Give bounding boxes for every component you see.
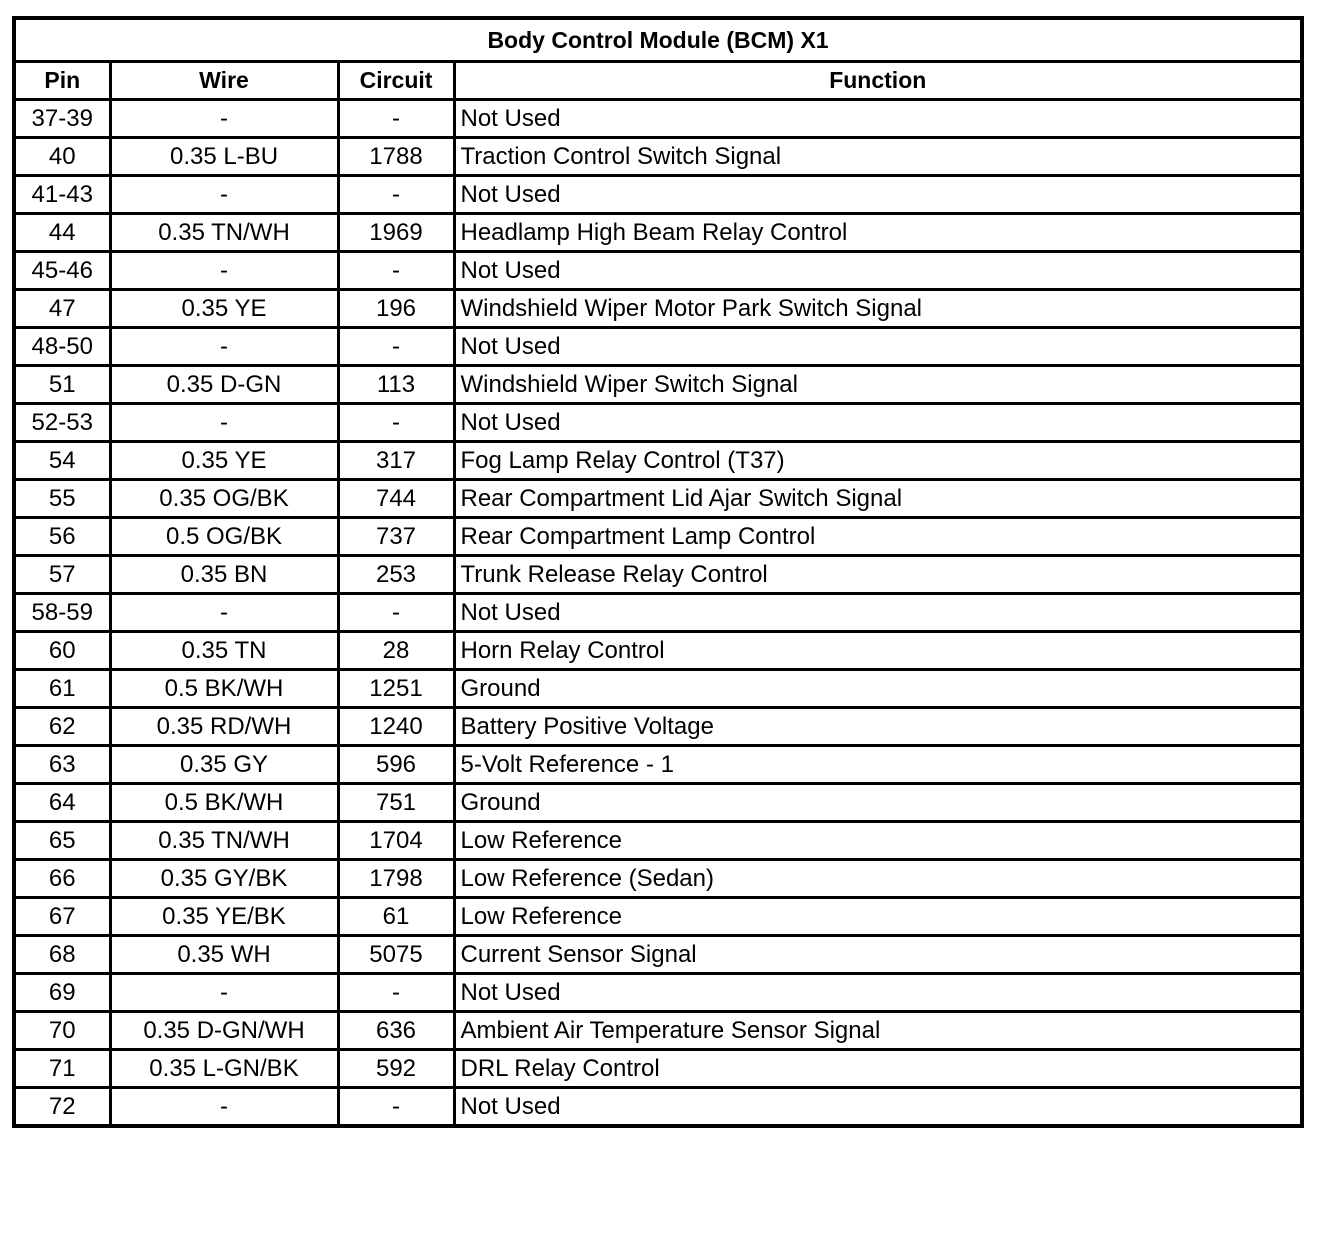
table-row	[14, 100, 1302, 138]
wire-cell: -	[110, 252, 338, 290]
wire-cell: 0.35 D-GN	[110, 366, 338, 404]
table-row	[14, 632, 1302, 670]
table-row	[14, 138, 1302, 176]
function-cell: Headlamp High Beam Relay Control	[454, 214, 1302, 252]
circuit-cell: 636	[338, 1012, 454, 1050]
connector-table	[12, 16, 1304, 1128]
circuit-cell: 1788	[338, 138, 454, 176]
table-row	[14, 670, 1302, 708]
circuit-cell: 1798	[338, 860, 454, 898]
pin-cell: 65	[14, 822, 110, 860]
table-row	[14, 442, 1302, 480]
pin-cell: 72	[14, 1088, 110, 1127]
wire-cell: 0.35 TN/WH	[110, 214, 338, 252]
function-cell: Not Used	[454, 594, 1302, 632]
function-cell: Horn Relay Control	[454, 632, 1302, 670]
circuit-cell: 751	[338, 784, 454, 822]
table-body	[14, 100, 1302, 1127]
circuit-cell: 5075	[338, 936, 454, 974]
pin-cell: 47	[14, 290, 110, 328]
function-cell: Ground	[454, 784, 1302, 822]
wire-cell: 0.5 OG/BK	[110, 518, 338, 556]
function-cell: Ambient Air Temperature Sensor Signal	[454, 1012, 1302, 1050]
table-row	[14, 366, 1302, 404]
pin-cell: 58-59	[14, 594, 110, 632]
wire-cell: 0.35 YE	[110, 442, 338, 480]
circuit-cell: 1240	[338, 708, 454, 746]
table-row	[14, 1088, 1302, 1127]
wire-cell: 0.35 L-BU	[110, 138, 338, 176]
function-cell: Not Used	[454, 176, 1302, 214]
pin-cell: 54	[14, 442, 110, 480]
pin-cell: 70	[14, 1012, 110, 1050]
function-cell: Battery Positive Voltage	[454, 708, 1302, 746]
function-cell: Fog Lamp Relay Control (T37)	[454, 442, 1302, 480]
table-row	[14, 822, 1302, 860]
header-circuit: Circuit	[338, 62, 454, 100]
wire-cell: 0.35 RD/WH	[110, 708, 338, 746]
table-row	[14, 480, 1302, 518]
table-title: Body Control Module (BCM) X1	[14, 18, 1302, 62]
function-cell: Not Used	[454, 100, 1302, 138]
title-row	[14, 18, 1302, 62]
header-row	[14, 62, 1302, 100]
wire-cell: -	[110, 404, 338, 442]
function-cell: Not Used	[454, 1088, 1302, 1127]
circuit-cell: -	[338, 974, 454, 1012]
pin-cell: 41-43	[14, 176, 110, 214]
function-cell: Low Reference	[454, 898, 1302, 936]
circuit-cell: 596	[338, 746, 454, 784]
pin-cell: 55	[14, 480, 110, 518]
circuit-cell: 744	[338, 480, 454, 518]
pin-cell: 67	[14, 898, 110, 936]
circuit-cell: 253	[338, 556, 454, 594]
table-row	[14, 328, 1302, 366]
pin-cell: 37-39	[14, 100, 110, 138]
circuit-cell: -	[338, 328, 454, 366]
pin-cell: 57	[14, 556, 110, 594]
circuit-cell: 196	[338, 290, 454, 328]
wire-cell: -	[110, 328, 338, 366]
circuit-cell: 592	[338, 1050, 454, 1088]
function-cell: Not Used	[454, 328, 1302, 366]
pin-cell: 52-53	[14, 404, 110, 442]
table-row	[14, 1012, 1302, 1050]
wire-cell: 0.35 WH	[110, 936, 338, 974]
table-row	[14, 936, 1302, 974]
table-row	[14, 290, 1302, 328]
wire-cell: 0.35 YE	[110, 290, 338, 328]
pin-cell: 69	[14, 974, 110, 1012]
function-cell: DRL Relay Control	[454, 1050, 1302, 1088]
pin-cell: 44	[14, 214, 110, 252]
circuit-cell: 61	[338, 898, 454, 936]
table-row	[14, 974, 1302, 1012]
wire-cell: 0.35 TN/WH	[110, 822, 338, 860]
wire-cell: 0.35 GY/BK	[110, 860, 338, 898]
pin-cell: 66	[14, 860, 110, 898]
pin-cell: 56	[14, 518, 110, 556]
function-cell: Not Used	[454, 974, 1302, 1012]
wire-cell: -	[110, 974, 338, 1012]
circuit-cell: 28	[338, 632, 454, 670]
table-row	[14, 860, 1302, 898]
table-row	[14, 1050, 1302, 1088]
circuit-cell: -	[338, 176, 454, 214]
function-cell: 5-Volt Reference - 1	[454, 746, 1302, 784]
circuit-cell: -	[338, 252, 454, 290]
table-row	[14, 176, 1302, 214]
pin-cell: 51	[14, 366, 110, 404]
wire-cell: 0.35 YE/BK	[110, 898, 338, 936]
pin-cell: 45-46	[14, 252, 110, 290]
circuit-cell: 737	[338, 518, 454, 556]
table-row	[14, 214, 1302, 252]
circuit-cell: -	[338, 100, 454, 138]
circuit-cell: -	[338, 1088, 454, 1127]
function-cell: Not Used	[454, 404, 1302, 442]
pin-cell: 61	[14, 670, 110, 708]
wire-cell: -	[110, 176, 338, 214]
wire-cell: 0.35 GY	[110, 746, 338, 784]
pin-cell: 71	[14, 1050, 110, 1088]
circuit-cell: 1251	[338, 670, 454, 708]
header-wire: Wire	[110, 62, 338, 100]
pin-cell: 63	[14, 746, 110, 784]
table-row	[14, 708, 1302, 746]
circuit-cell: 1969	[338, 214, 454, 252]
function-cell: Traction Control Switch Signal	[454, 138, 1302, 176]
table-row	[14, 746, 1302, 784]
wire-cell: 0.35 L-GN/BK	[110, 1050, 338, 1088]
wire-cell: 0.35 OG/BK	[110, 480, 338, 518]
wire-cell: 0.5 BK/WH	[110, 670, 338, 708]
circuit-cell: -	[338, 404, 454, 442]
wire-cell: -	[110, 594, 338, 632]
pin-cell: 68	[14, 936, 110, 974]
connector-table-container	[12, 16, 1300, 1128]
wire-cell: 0.35 TN	[110, 632, 338, 670]
pin-cell: 48-50	[14, 328, 110, 366]
table-row	[14, 404, 1302, 442]
table-row	[14, 898, 1302, 936]
circuit-cell: -	[338, 594, 454, 632]
circuit-cell: 1704	[338, 822, 454, 860]
table-row	[14, 556, 1302, 594]
wire-cell: 0.5 BK/WH	[110, 784, 338, 822]
table-row	[14, 252, 1302, 290]
wire-cell: -	[110, 100, 338, 138]
circuit-cell: 317	[338, 442, 454, 480]
circuit-cell: 113	[338, 366, 454, 404]
table-row	[14, 518, 1302, 556]
pin-cell: 62	[14, 708, 110, 746]
wire-cell: -	[110, 1088, 338, 1127]
function-cell: Trunk Release Relay Control	[454, 556, 1302, 594]
wire-cell: 0.35 D-GN/WH	[110, 1012, 338, 1050]
table-row	[14, 594, 1302, 632]
header-pin: Pin	[14, 62, 110, 100]
table-row	[14, 784, 1302, 822]
function-cell: Low Reference (Sedan)	[454, 860, 1302, 898]
function-cell: Rear Compartment Lid Ajar Switch Signal	[454, 480, 1302, 518]
function-cell: Not Used	[454, 252, 1302, 290]
wire-cell: 0.35 BN	[110, 556, 338, 594]
function-cell: Windshield Wiper Switch Signal	[454, 366, 1302, 404]
pin-cell: 64	[14, 784, 110, 822]
pin-cell: 60	[14, 632, 110, 670]
pin-cell: 40	[14, 138, 110, 176]
function-cell: Low Reference	[454, 822, 1302, 860]
header-function: Function	[454, 62, 1302, 100]
function-cell: Current Sensor Signal	[454, 936, 1302, 974]
function-cell: Rear Compartment Lamp Control	[454, 518, 1302, 556]
function-cell: Ground	[454, 670, 1302, 708]
function-cell: Windshield Wiper Motor Park Switch Signal	[454, 290, 1302, 328]
